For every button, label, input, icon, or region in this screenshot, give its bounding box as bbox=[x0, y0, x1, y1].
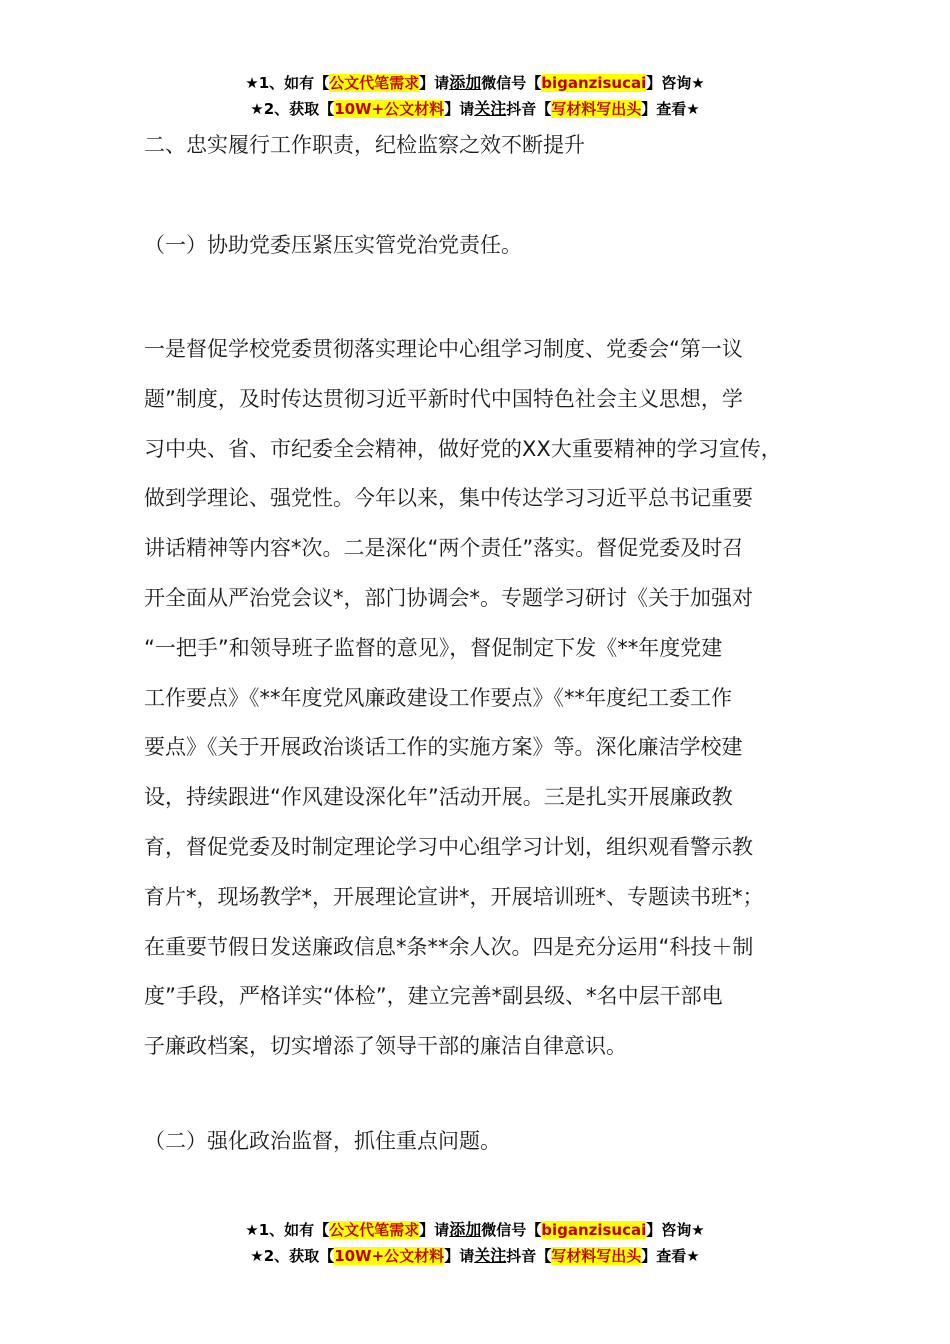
subsection-title-1: （一）协助党委压紧压实管党治党责任。 bbox=[144, 233, 522, 257]
banner-highlight: 写材料写出头 bbox=[551, 100, 642, 118]
banner-highlight: 10W+公文材料 bbox=[334, 1247, 445, 1265]
paragraph-line: 开全面从严治党会议*，部门协调会*。专题学习研讨《关于加强对 bbox=[144, 585, 753, 610]
banner-text: 抖音【 bbox=[506, 1247, 552, 1265]
banner-text: ★1、如有【 bbox=[245, 1221, 330, 1239]
body-paragraph bbox=[144, 325, 834, 1072]
paragraph-line: 育，督促党委及时制定理论学习中心组学习计划，组织观看警示教 bbox=[144, 834, 753, 859]
paragraph-line: 题”制度，及时传达贯彻习近平新时代中国特色社会主义思想，学 bbox=[144, 386, 743, 411]
paragraph-line: 一是督促学校党委贯彻落实理论中心组学习制度、党委会“第一议 bbox=[144, 337, 743, 361]
banner-text: 抖音【 bbox=[506, 100, 552, 118]
paragraph-line: “一把手”和领导班子监督的意见》，督促制定下发《**年度党建 bbox=[144, 635, 723, 660]
paragraph-line: 讲话精神等内容*次。二是深化“两个责任”落实。督促党委及时召 bbox=[144, 536, 744, 561]
paragraph-line: 工作要点》《**年度党风廉政建设工作要点》《**年度纪工委工作 bbox=[144, 685, 732, 710]
banner-highlight: biganzisucai bbox=[541, 74, 647, 92]
banner-text: ★2、获取【 bbox=[250, 100, 335, 118]
banner-text: 】咨询★ bbox=[646, 74, 705, 92]
banner-text: 】请 bbox=[444, 1247, 475, 1265]
banner-highlight: 公文代笔需求 bbox=[329, 1221, 420, 1239]
paragraph-line: 设，持续跟进“作风建设深化年”活动开展。三是扎实开展廉政教 bbox=[144, 785, 733, 810]
section-title: 二、忠实履行工作职责，纪检监察之效不断提升 bbox=[144, 133, 585, 157]
paragraph-line: 习中央、省、市纪委全会精神，做好党的XX大重要精神的学习宣传， bbox=[144, 436, 782, 461]
paragraph-line: 做到学理论、强党性。今年以来，集中传达学习习近平总书记重要 bbox=[144, 486, 753, 511]
paragraph-line: 育片*，现场教学*，开展理论宣讲*，开展培训班*、专题读书班*； bbox=[144, 884, 764, 909]
paragraph-line: 要点》《关于开展政治谈话工作的实施方案》等。深化廉洁学校建 bbox=[144, 735, 743, 760]
header-banner bbox=[0, 70, 950, 122]
paragraph-line: 度”手段，严格详实“体检”，建立完善*副县级、*名中层干部电 bbox=[144, 984, 723, 1009]
banner-text: 】请 bbox=[419, 74, 450, 92]
banner-underline: 添加 bbox=[449, 73, 482, 92]
banner-underline: 添加 bbox=[449, 1220, 482, 1239]
banner-line-1 bbox=[0, 1217, 950, 1243]
banner-text: 】咨询★ bbox=[646, 1221, 705, 1239]
footer-banner bbox=[0, 1217, 950, 1269]
subsection-title-2: （二）强化政治监督，抓住重点问题。 bbox=[144, 1129, 501, 1153]
banner-underline: 关注 bbox=[474, 1246, 507, 1265]
banner-highlight: 10W+公文材料 bbox=[334, 100, 445, 118]
banner-line-1 bbox=[0, 70, 950, 96]
banner-line-2 bbox=[0, 96, 950, 122]
paragraph-line: 子廉政档案，切实增添了领导干部的廉洁自律意识。 bbox=[144, 1034, 627, 1059]
banner-text: ★2、获取【 bbox=[250, 1247, 335, 1265]
paragraph-line: 在重要节假日发送廉政信息*条**余人次。四是充分运用“科技＋制 bbox=[144, 934, 754, 959]
banner-highlight: 写材料写出头 bbox=[551, 1247, 642, 1265]
banner-text: 】请 bbox=[444, 100, 475, 118]
banner-highlight: 公文代笔需求 bbox=[329, 74, 420, 92]
banner-highlight: biganzisucai bbox=[541, 1221, 647, 1239]
banner-text: 】查看★ bbox=[641, 1247, 700, 1265]
banner-text: 微信号【 bbox=[481, 74, 542, 92]
banner-text: 】查看★ bbox=[641, 100, 700, 118]
banner-underline: 关注 bbox=[474, 99, 507, 118]
banner-text: 】请 bbox=[419, 1221, 450, 1239]
banner-text: 微信号【 bbox=[481, 1221, 542, 1239]
banner-text: ★1、如有【 bbox=[245, 74, 330, 92]
banner-line-2 bbox=[0, 1243, 950, 1269]
